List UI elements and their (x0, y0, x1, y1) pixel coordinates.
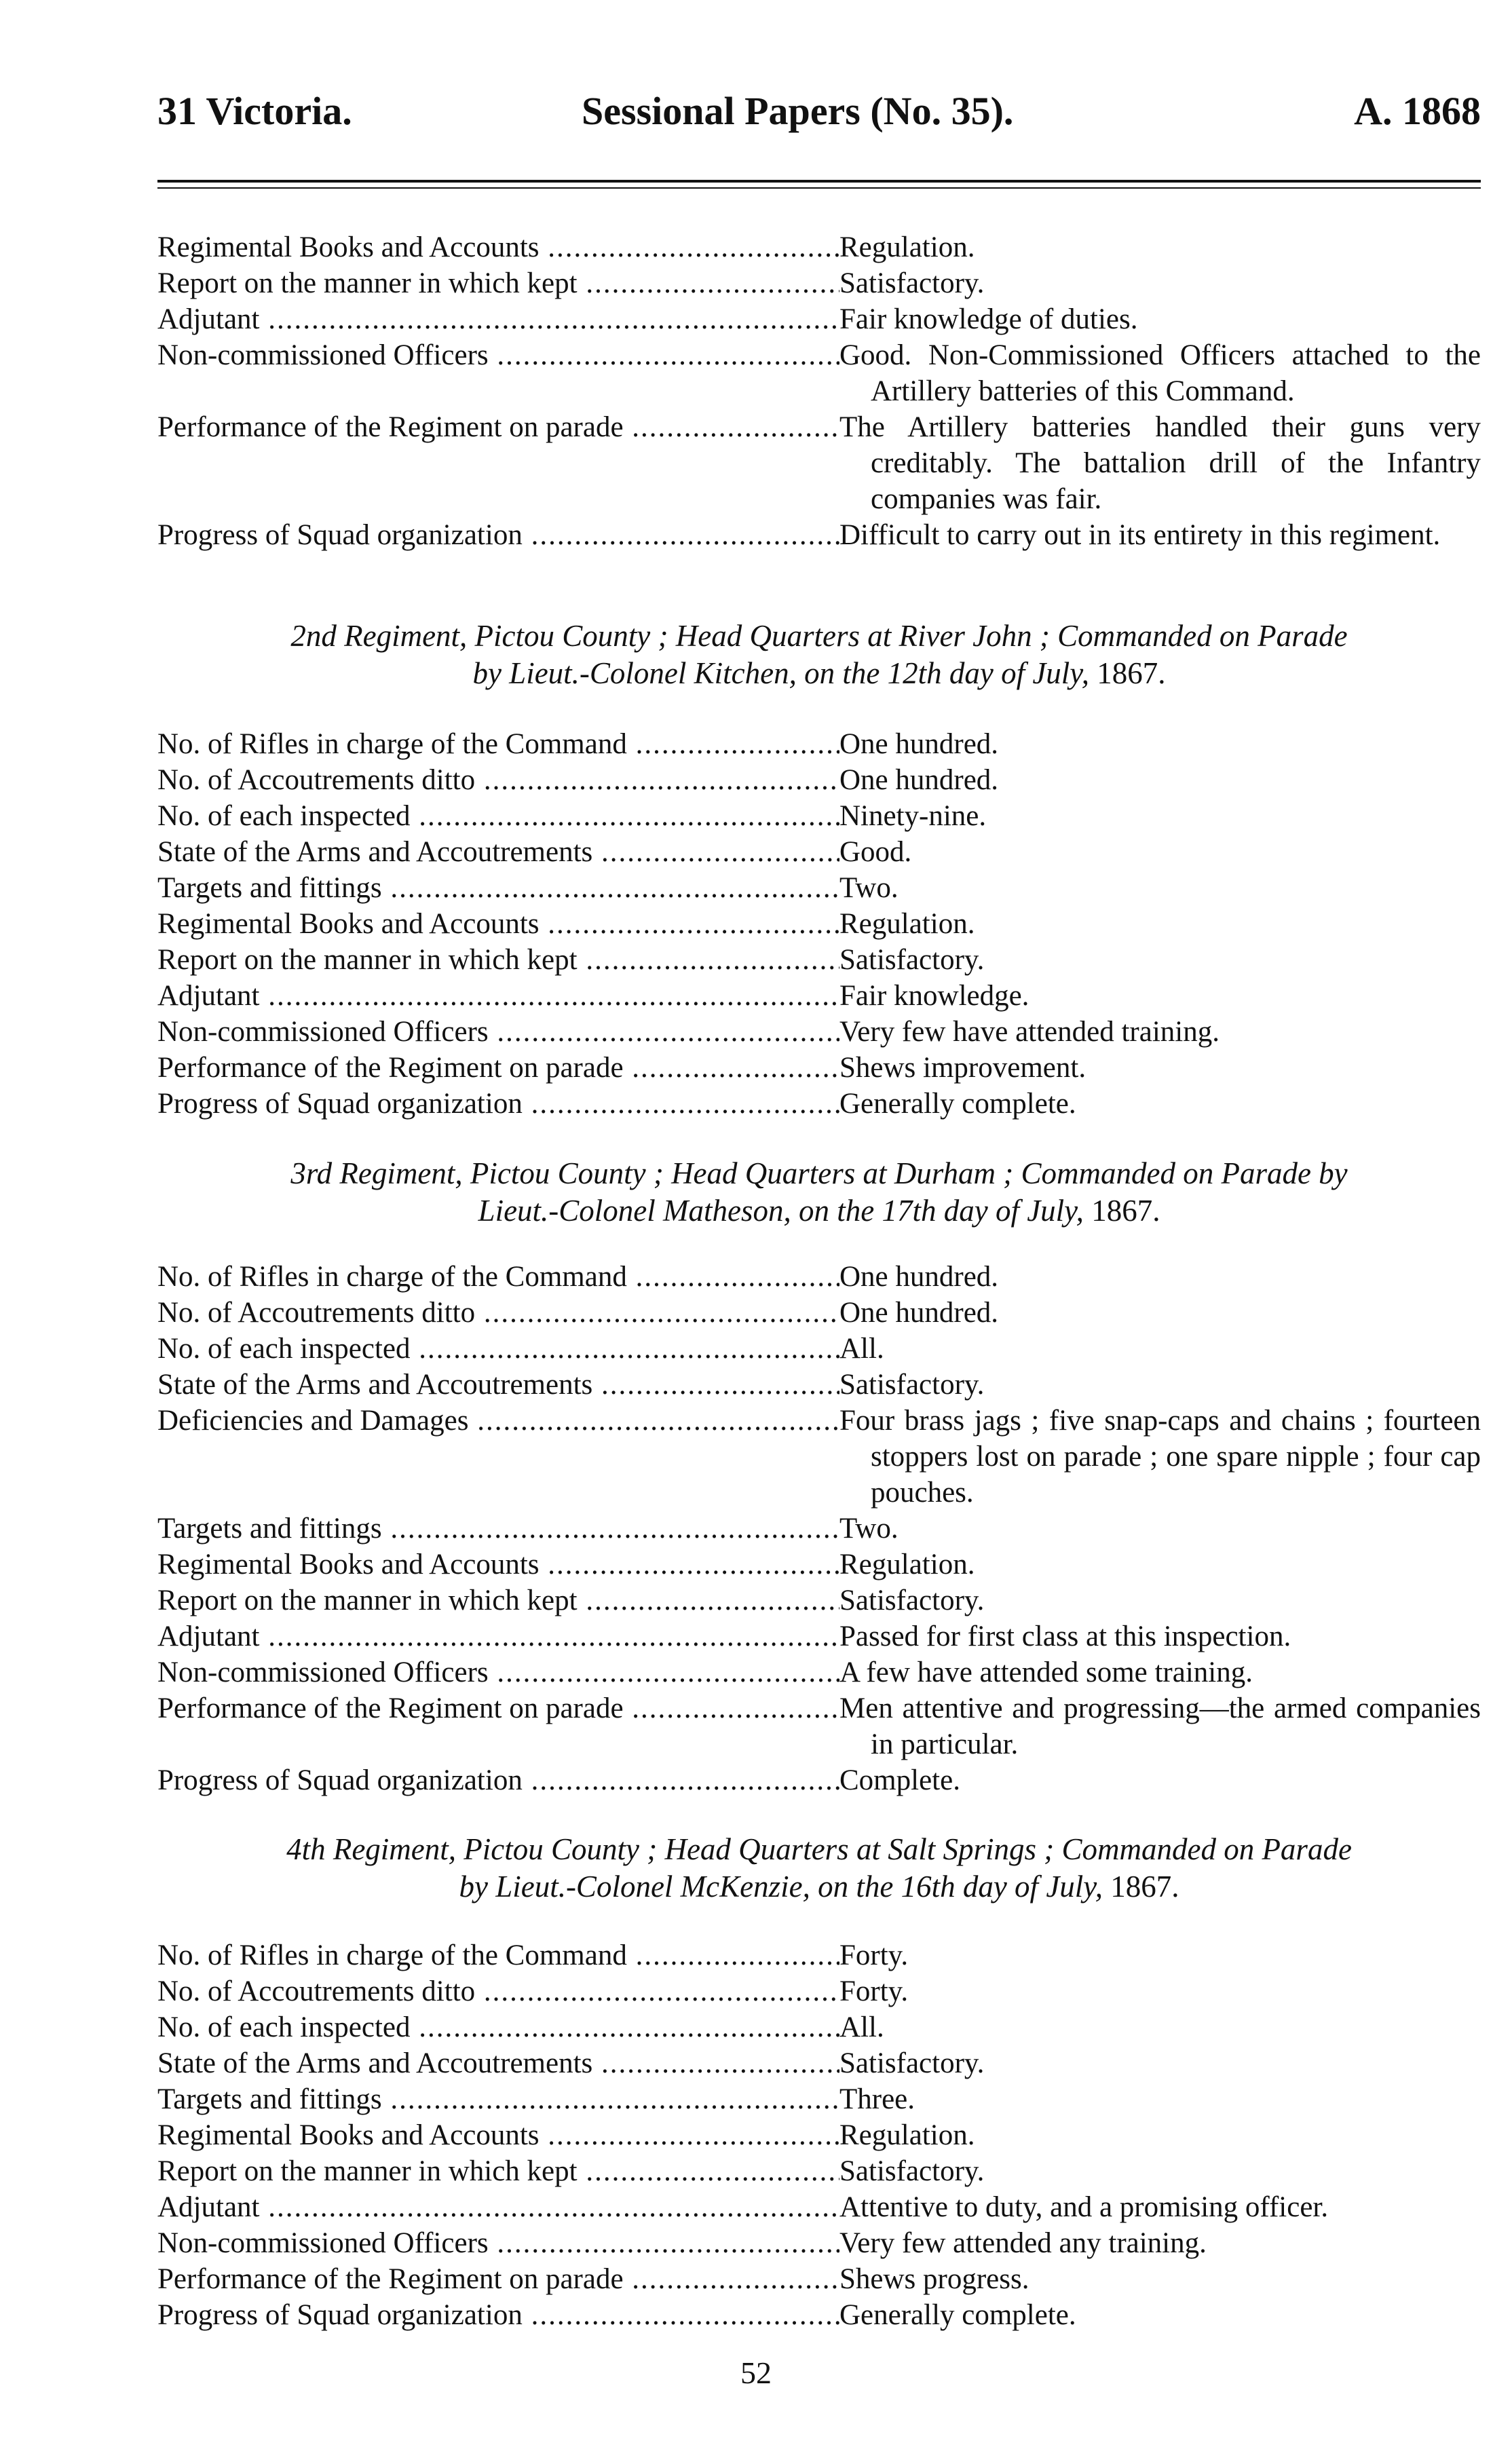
row-label: Progress of Squad organization ..... (157, 1762, 839, 1798)
row-label: No. of each inspected ..... (157, 1331, 839, 1367)
row-label: No. of each inspected ..... (157, 798, 839, 834)
row-value: Two. (839, 872, 899, 904)
inspection-block-3 (157, 1259, 1481, 1798)
report-row (157, 301, 1481, 337)
row-label: Adjutant ..... (157, 1618, 839, 1654)
report-row (157, 2081, 1481, 2117)
report-row (157, 1937, 1481, 1973)
report-row (157, 229, 1481, 265)
row-value: Shews progress. (839, 2263, 1029, 2295)
row-label: Non-commissioned Officers ..... (157, 2225, 839, 2261)
header-rule-thick (157, 180, 1481, 183)
header-reign: 31 Victoria. (157, 89, 352, 133)
row-label: No. of each inspected ..... (157, 2009, 839, 2045)
report-row (157, 2189, 1481, 2225)
report-row (157, 2009, 1481, 2045)
row-value: Forty. (839, 1975, 909, 2007)
inspection-block-4 (157, 1937, 1481, 2333)
heading-line-1: 4th Regiment, Pictou County ; Head Quarters at Salt Springs ; Commanded on Parade (286, 1832, 1352, 1866)
row-label: Performance of the Regiment on parade ..... (157, 1690, 839, 1726)
row-value: Regulation. (839, 1549, 975, 1580)
row-label: Performance of the Regiment on parade ..... (157, 1050, 839, 1086)
heading-line-2: by Lieut.-Colonel Kitchen, on the 12th day of July, 1867. (472, 656, 1166, 690)
row-label: Targets and fittings ..... (157, 1511, 839, 1547)
row-label: Adjutant ..... (157, 978, 839, 1014)
report-row (157, 1295, 1481, 1331)
report-row (157, 265, 1481, 301)
row-label: State of the Arms and Accoutrements ..... (157, 1367, 839, 1403)
report-row (157, 1618, 1481, 1654)
row-value: Regulation. (839, 2119, 975, 2151)
report-row (157, 1511, 1481, 1547)
header-rule-thin (157, 187, 1481, 189)
row-value: Very few attended any training. (839, 2227, 1207, 2259)
row-value: Regulation. (839, 908, 975, 940)
row-value: Fair knowledge of duties. (839, 303, 1138, 335)
row-value: One hundred. (839, 764, 999, 796)
row-label: Regimental Books and Accounts ..... (157, 2117, 839, 2153)
report-row (157, 409, 1481, 517)
section-heading-4th-regiment (157, 1831, 1481, 1906)
row-value: Two. (839, 1513, 899, 1545)
row-value: Satisfactory. (839, 1369, 985, 1401)
report-row (157, 2153, 1481, 2189)
row-value: Ninety-nine. (839, 800, 987, 832)
report-row (157, 1762, 1481, 1798)
report-row (157, 798, 1481, 834)
report-row (157, 2117, 1481, 2153)
heading-line-2: Lieut.-Colonel Matheson, on the 17th day of July, 1867. (478, 1194, 1160, 1228)
report-row (157, 1403, 1481, 1511)
header-title: Sessional Papers (No. 35). (582, 89, 1014, 133)
row-value: One hundred. (839, 728, 999, 760)
report-row (157, 1690, 1481, 1762)
row-label: Progress of Squad organization ..... (157, 2297, 839, 2333)
report-row (157, 1331, 1481, 1367)
report-row (157, 1367, 1481, 1403)
report-row (157, 1654, 1481, 1690)
row-label: Performance of the Regiment on parade ..... (157, 2261, 839, 2297)
heading-line-1: 2nd Regiment, Pictou County ; Head Quarters at River John ; Commanded on Parade (290, 619, 1348, 653)
report-row (157, 1014, 1481, 1050)
report-row (157, 1050, 1481, 1086)
row-label: Report on the manner in which kept ..... (157, 2153, 839, 2189)
report-row (157, 978, 1481, 1014)
row-value: The Artillery batteries handled their guns very creditably. The battalion drill of the Infantry companies was fair. (839, 411, 1481, 515)
heading-line-2: by Lieut.-Colonel McKenzie, on the 16th day of July, 1867. (459, 1870, 1179, 1904)
row-label: Regimental Books and Accounts ..... (157, 1547, 839, 1583)
row-value: Regulation. (839, 231, 975, 263)
row-value: One hundred. (839, 1297, 999, 1329)
row-label: Targets and fittings ..... (157, 870, 839, 906)
row-label: No. of Rifles in charge of the Command ..... (157, 726, 839, 762)
row-label: Adjutant ..... (157, 2189, 839, 2225)
row-label: Report on the manner in which kept ..... (157, 265, 839, 301)
report-row (157, 2045, 1481, 2081)
row-label: Report on the manner in which kept ..... (157, 942, 839, 978)
row-value: Satisfactory. (839, 944, 985, 976)
report-row (157, 870, 1481, 906)
row-value: All. (839, 2011, 884, 2043)
heading-line-1: 3rd Regiment, Pictou County ; Head Quarters at Durham ; Commanded on Parade by (290, 1156, 1348, 1190)
row-label: Non-commissioned Officers ..... (157, 337, 839, 373)
row-value: A few have attended some training. (839, 1656, 1253, 1688)
row-value: Men attentive and progressing—the armed companies in particular. (839, 1692, 1481, 1760)
row-label: Non-commissioned Officers ..... (157, 1654, 839, 1690)
row-label: No. of Accoutrements ditto ..... (157, 762, 839, 798)
row-label: Adjutant ..... (157, 301, 839, 337)
row-value: All. (839, 1333, 884, 1365)
report-row (157, 726, 1481, 762)
row-label: Targets and fittings ..... (157, 2081, 839, 2117)
report-row (157, 1259, 1481, 1295)
row-value: Difficult to carry out in its entirety in this regiment. (839, 519, 1441, 551)
row-value: One hundred. (839, 1261, 999, 1293)
row-label: Deficiencies and Damages ..... (157, 1403, 839, 1439)
row-label: Progress of Squad organization ..... (157, 1086, 839, 1122)
report-row (157, 517, 1481, 553)
row-label: No. of Rifles in charge of the Command ..... (157, 1937, 839, 1973)
row-value: Satisfactory. (839, 1585, 985, 1616)
row-value: Good. Non-Commissioned Officers attached to the Artillery batteries of this Command. (839, 339, 1481, 407)
row-label: Regimental Books and Accounts ..... (157, 906, 839, 942)
row-value: Satisfactory. (839, 2155, 985, 2187)
report-row (157, 2297, 1481, 2333)
row-label: Progress of Squad organization ..... (157, 517, 839, 553)
row-label: Report on the manner in which kept ..... (157, 1583, 839, 1618)
row-value: Three. (839, 2083, 915, 2115)
row-value: Very few have attended training. (839, 1016, 1220, 1048)
report-row (157, 337, 1481, 409)
row-label: Performance of the Regiment on parade ..... (157, 409, 839, 445)
row-value: Satisfactory. (839, 2047, 985, 2079)
section-heading-2nd-regiment (157, 618, 1481, 692)
report-row (157, 1547, 1481, 1583)
row-value: Four brass jags ; five snap-caps and chains ; fourteen stoppers lost on parade ; one spare nipple ; four cap pouches. (839, 1405, 1481, 1509)
row-value: Forty. (839, 1939, 909, 1971)
row-value: Complete. (839, 1764, 960, 1796)
row-label: Non-commissioned Officers ..... (157, 1014, 839, 1050)
inspection-block-1 (157, 229, 1481, 553)
section-heading-3rd-regiment (157, 1155, 1481, 1230)
row-label: State of the Arms and Accoutrements ..... (157, 2045, 839, 2081)
page-header (157, 88, 1481, 143)
row-value: Generally complete. (839, 2299, 1076, 2331)
page-number: 52 (740, 2355, 772, 2390)
header-year: A. 1868 (1354, 89, 1481, 133)
report-row (157, 1086, 1481, 1122)
row-label: No. of Accoutrements ditto ..... (157, 1973, 839, 2009)
row-value: Satisfactory. (839, 267, 985, 299)
report-row (157, 906, 1481, 942)
row-label: No. of Accoutrements ditto ..... (157, 1295, 839, 1331)
report-row (157, 2225, 1481, 2261)
inspection-block-2 (157, 726, 1481, 1122)
row-value: Good. (839, 836, 912, 868)
report-row (157, 1973, 1481, 2009)
row-value: Shews improvement. (839, 1052, 1086, 1084)
report-row (157, 762, 1481, 798)
row-value: Generally complete. (839, 1088, 1076, 1120)
row-label: No. of Rifles in charge of the Command ..... (157, 1259, 839, 1295)
row-value: Passed for first class at this inspection. (839, 1621, 1291, 1652)
report-row (157, 1583, 1481, 1618)
report-row (157, 2261, 1481, 2297)
row-value: Fair knowledge. (839, 980, 1029, 1012)
row-label: Regimental Books and Accounts ..... (157, 229, 839, 265)
report-row (157, 942, 1481, 978)
row-label: State of the Arms and Accoutrements ..... (157, 834, 839, 870)
report-row (157, 834, 1481, 870)
row-value: Attentive to duty, and a promising officer. (839, 2191, 1329, 2223)
